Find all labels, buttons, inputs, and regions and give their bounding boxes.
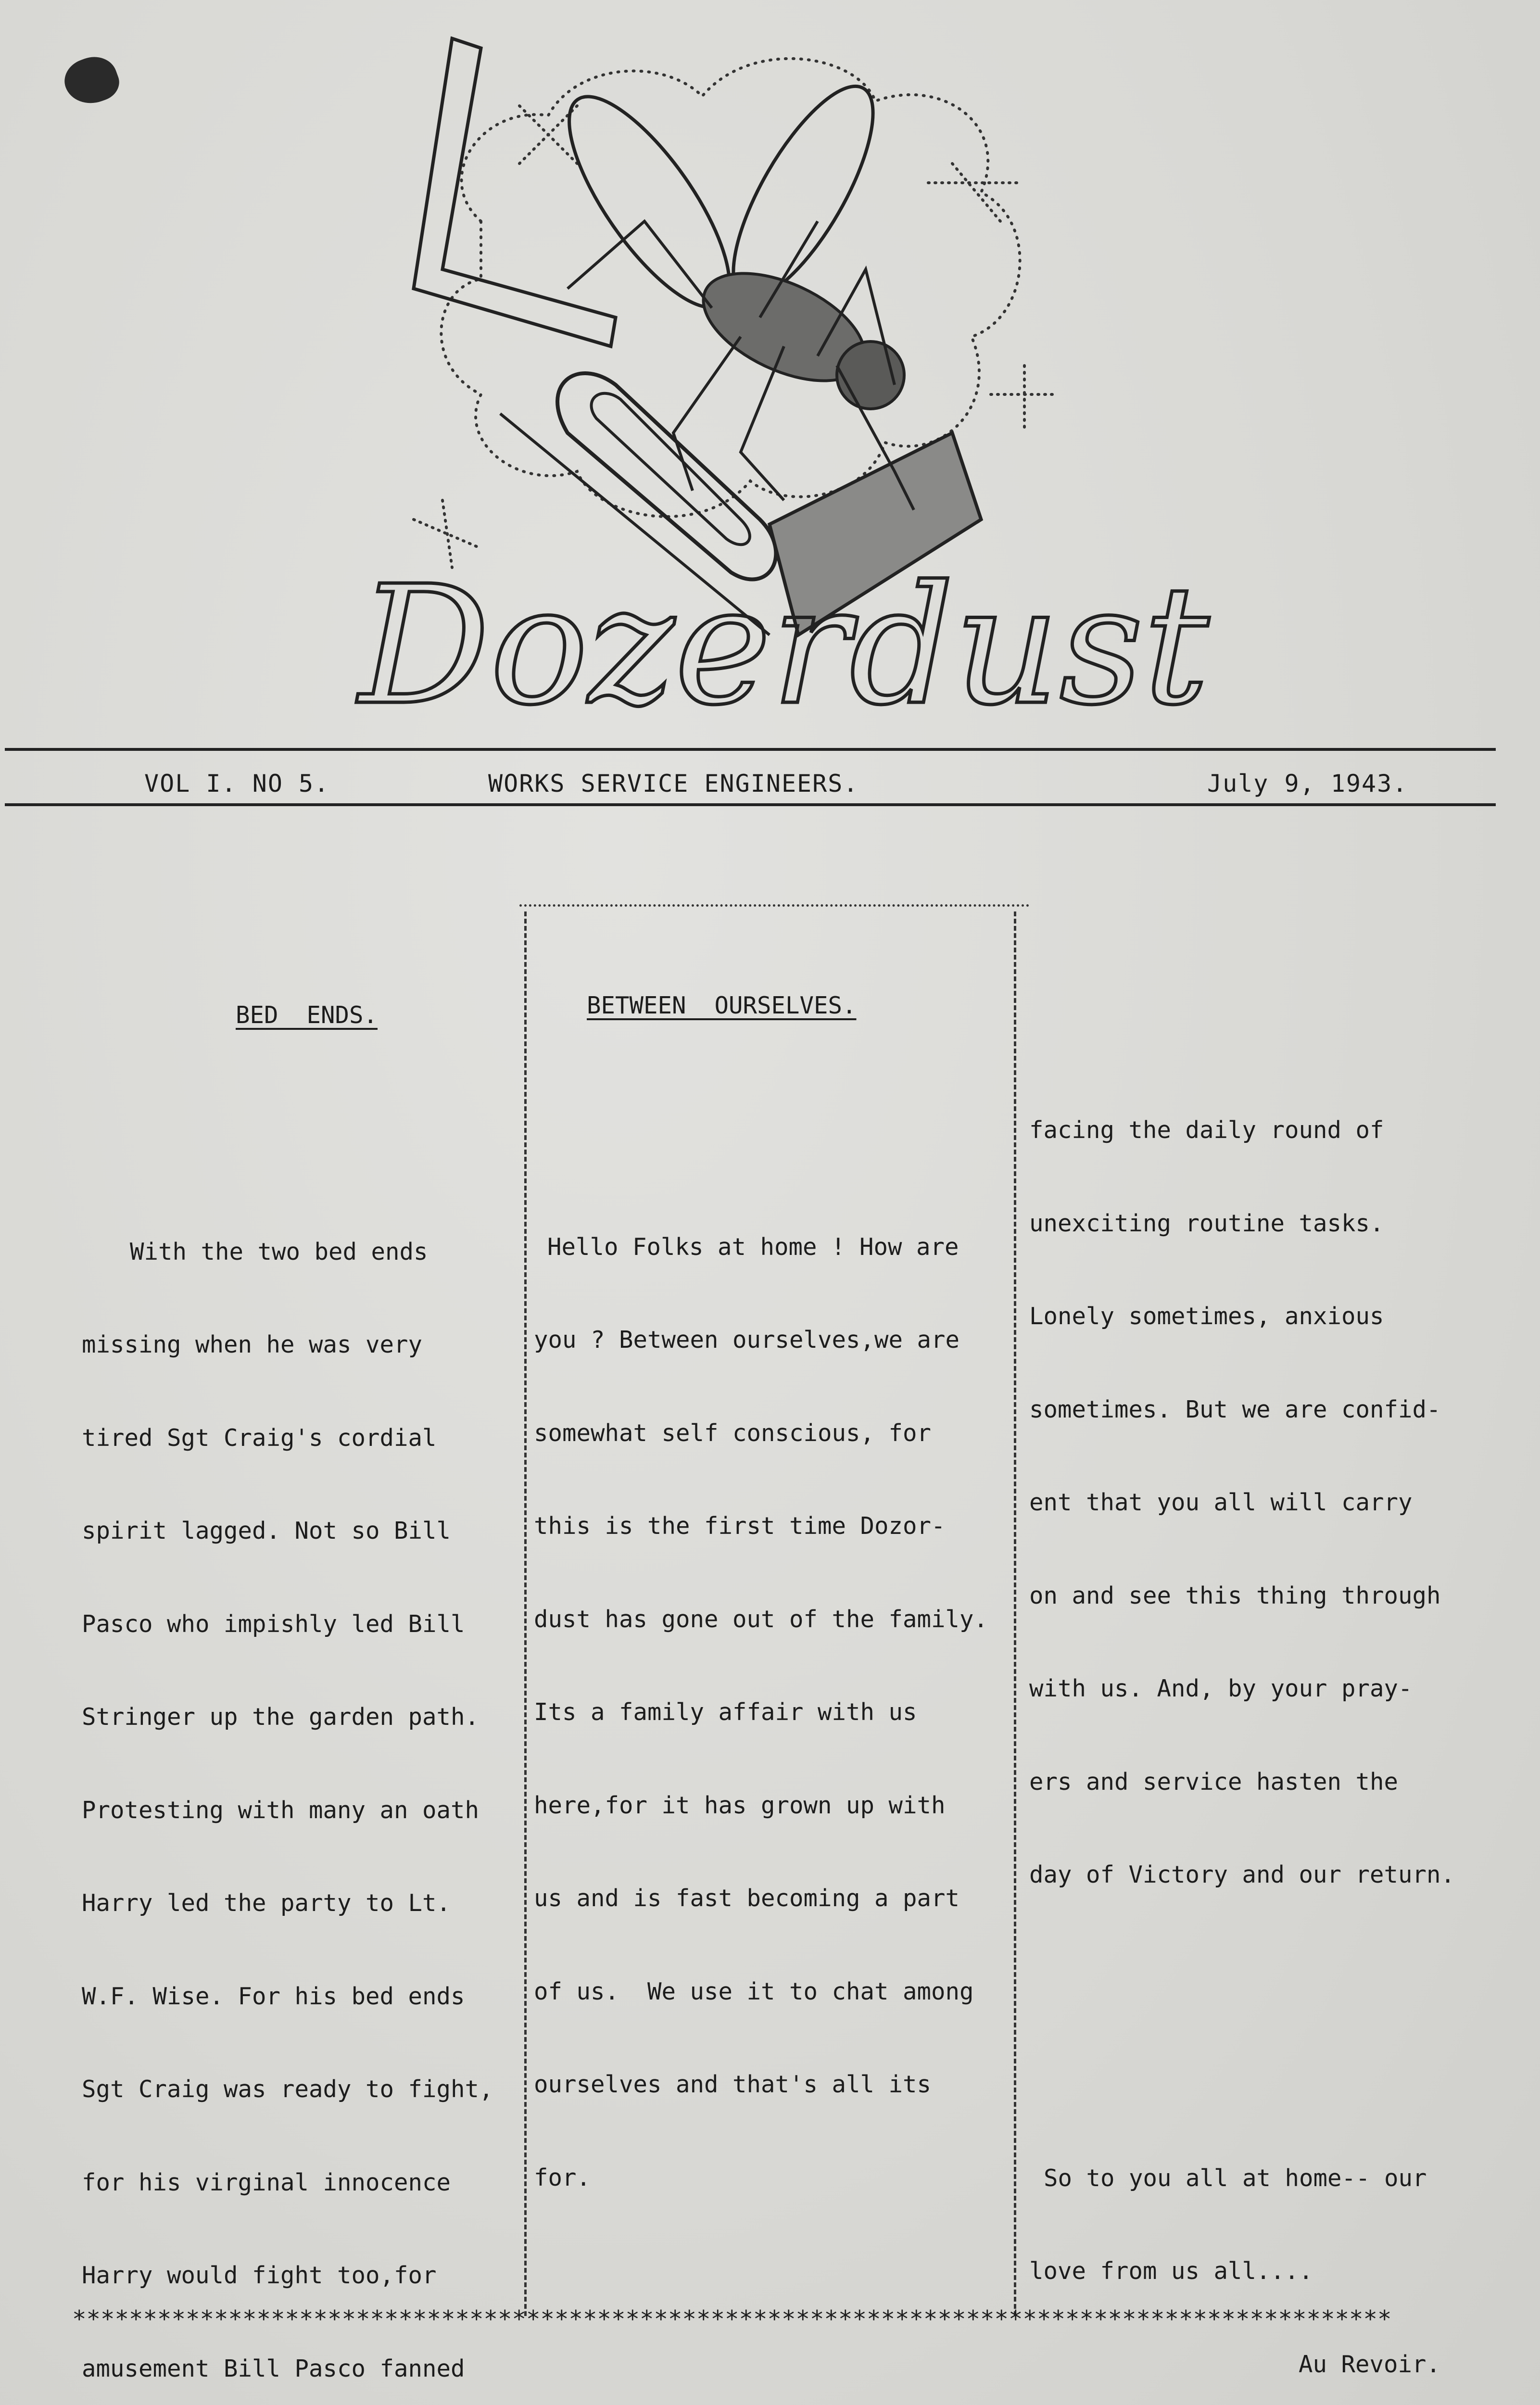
- text-line: day of Victory and our return.: [1029, 1861, 1455, 1888]
- text-line: love from us all....: [1029, 2257, 1313, 2285]
- between-ourselves-para2: [534, 2394, 1015, 2405]
- header-row: [0, 743, 1540, 825]
- column-left: [82, 938, 519, 2405]
- header-rule-bottom: [5, 803, 1496, 806]
- text-line: With the two bed ends: [130, 1238, 428, 1266]
- text-line: Stringer up the garden path.: [82, 1703, 480, 1731]
- text-line: somewhat self conscious, for: [534, 1419, 932, 1447]
- between-ourselves-heading: BETWEEN OURSELVES.: [587, 992, 857, 1019]
- issue-date: July 9, 1943.: [1207, 770, 1408, 797]
- text-line: dust has gone out of the family.: [534, 1605, 988, 1633]
- sign-off: Au Revoir.: [1299, 2350, 1441, 2378]
- column-middle: [534, 928, 1015, 2405]
- text-line: Protesting with many an oath: [82, 1796, 480, 1824]
- text-line: us and is fast becoming a part: [534, 1885, 960, 1912]
- text-line: Lonely sometimes, anxious: [1029, 1303, 1384, 1330]
- text-line: Hello Folks at home ! How are: [547, 1233, 959, 1261]
- text-line: Pasco who impishly led Bill: [82, 1610, 465, 1638]
- text-line: for.: [534, 2164, 591, 2191]
- bed-ends-story: [82, 1175, 519, 2405]
- text-line: unexciting routine tasks.: [1029, 1209, 1384, 1237]
- between-ourselves-continued: [1029, 1053, 1520, 1953]
- masthead-illustration: [231, 19, 1337, 770]
- punch-hole: [59, 50, 124, 111]
- bed-ends-heading: BED ENDS.: [236, 1001, 378, 1029]
- text-line: amusement Bill Pasco fanned: [82, 2354, 465, 2382]
- text-line: Its a family affair with us: [534, 1698, 917, 1726]
- text-line: tired Sgt Craig's cordial: [82, 1424, 437, 1452]
- text-line: So to you all at home-- our: [1044, 2164, 1427, 2192]
- header-rule-top: [5, 748, 1496, 751]
- text-line: ourselves and that's all its: [534, 2071, 932, 2098]
- text-line: spirit lagged. Not so Bill: [82, 1517, 451, 1544]
- text-line: W.F. Wise. For his bed ends: [82, 1982, 465, 2010]
- text-line: ers and service hasten the: [1029, 1768, 1399, 1796]
- masthead-title: Dozerdust: [359, 551, 1209, 741]
- text-line: of us. We use it to chat among: [534, 1977, 974, 2005]
- text-line: here,for it has grown up with: [534, 1791, 946, 1819]
- text-line: Harry would fight too,for: [82, 2262, 437, 2289]
- volume-number: VOL I. NO 5.: [144, 770, 330, 797]
- text-line: missing when he was very: [82, 1331, 423, 1358]
- bottom-star-separator: *********************************************************************************************: [72, 2305, 1392, 2333]
- column-right: [1029, 991, 1520, 2405]
- text-line: facing the daily round of: [1029, 1116, 1384, 1144]
- text-line: you ? Between ourselves,we are: [534, 1326, 960, 1354]
- text-line: with us. And, by your pray-: [1029, 1675, 1413, 1702]
- text-line: sometimes. But we are confid-: [1029, 1395, 1441, 1423]
- text-line: Harry led the party to Lt.: [82, 1889, 451, 1917]
- text-line: for his virginal innocence: [82, 2168, 451, 2196]
- box-top-border: [519, 904, 1029, 907]
- love-from-us: [1029, 2101, 1520, 2405]
- text-line: Sgt Craig was ready to fight,: [82, 2076, 493, 2103]
- text-line: on and see this thing through: [1029, 1582, 1441, 1609]
- organization-name: WORKS SERVICE ENGINEERS.: [488, 770, 859, 797]
- text-line: ent that you all will carry: [1029, 1489, 1413, 1516]
- text-line: this is the first time Dozor-: [534, 1512, 946, 1540]
- between-ourselves-para1: [534, 1170, 1015, 2256]
- box-left-border: [524, 911, 527, 2316]
